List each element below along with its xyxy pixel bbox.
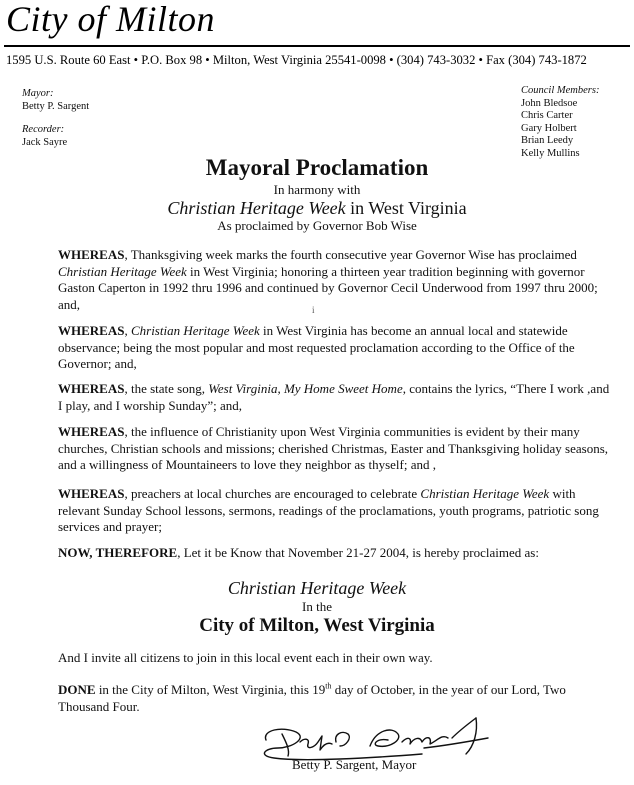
week-in-the: In the <box>302 599 332 614</box>
letterhead-rule <box>4 45 630 47</box>
mayor-name: Betty P. Sargent <box>22 100 90 112</box>
whereas-keyword: WHEREAS <box>58 424 125 439</box>
paragraph-italic: Christian Heritage Week <box>420 486 550 501</box>
whereas-keyword: WHEREAS <box>58 323 125 338</box>
paragraph-italic: Christian Heritage Week <box>130 323 260 338</box>
stray-mark: i <box>312 305 315 315</box>
council-block <box>521 85 599 160</box>
mayor-label: Mayor: <box>22 88 54 99</box>
paragraph-text: , Let it be Know that November 21-27 2004, is hereby proclaimed as: <box>177 545 539 560</box>
council-member: John Bledsoe <box>521 97 578 109</box>
whereas-keyword: WHEREAS <box>58 381 125 396</box>
whereas-keyword: WHEREAS <box>58 247 125 262</box>
paragraph-italic: Christian Heritage Week <box>58 263 187 279</box>
paragraph-text: , <box>124 323 131 338</box>
whereas-paragraph-3 <box>58 381 613 414</box>
week-city: City of Milton, West Virginia <box>199 615 435 636</box>
paragraph-text: , Thanksgiving week marks the fourth consecutive year Governor Wise has proclaimed <box>124 247 577 262</box>
paragraph-text: with relevant Sunday School lessons, sermons, readings of the proclamations, youth programs, patriotic song services and prayer; <box>58 486 599 534</box>
whereas-keyword: WHEREAS <box>58 486 125 501</box>
now-therefore-paragraph <box>58 545 613 562</box>
paragraph-text: in West Virginia has become an annual local and statewide observance; being the most popular and most requested proclamation according to the Office of the Governor; and, <box>58 323 575 371</box>
whereas-paragraph-5 <box>58 486 613 536</box>
paragraph-text: in West Virginia; honoring a thirteen year tradition beginning with governor Gaston Caperton in 1992 thru 1996 and continued by Governor Cecil Underwood from 1997 thru 2000; and, <box>58 263 598 312</box>
done-paragraph <box>58 682 613 715</box>
recorder-block <box>22 124 67 149</box>
paragraph-italic: West Virginia, My Home Sweet Home <box>208 381 403 396</box>
whereas-paragraph-4 <box>58 424 613 474</box>
invite-paragraph: And I invite all citizens to join in this local event each in their own way. <box>58 650 433 665</box>
council-member: Chris Carter <box>521 110 573 121</box>
mayor-block <box>22 88 89 113</box>
whereas-paragraph-1 <box>58 247 613 313</box>
paragraph-text: , preachers at local churches are encouraged to celebrate <box>124 486 421 501</box>
council-member: Brian Leedy <box>521 135 574 146</box>
week-title: Christian Heritage Week <box>227 578 407 598</box>
paragraph-text: , the influence of Christianity upon West Virginia communities is evident by their many churches, Christian schools and missions; cherished Christmas, Easter and Thanksgiving holiday seasons, and a willingness of Mountaineers to love they neighbor as thyself; and , <box>58 424 609 472</box>
proclamation-subtitle-1: In harmony with <box>273 182 361 197</box>
signature-name: Betty P. Sargent, Mayor <box>292 757 417 772</box>
ordinal-suffix: th <box>325 681 332 691</box>
subtitle-rest: in West Virginia <box>345 198 467 218</box>
paragraph-text: in the City of Milton, West Virginia, this 19 <box>95 682 326 697</box>
letterhead-address: 1595 U.S. Route 60 East • P.O. Box 98 • Milton, West Virginia 25541-0098 • (304) 743-3032 • Fax (304) 743-1872 <box>6 53 587 67</box>
now-therefore-keyword: NOW, THEREFORE <box>58 545 178 560</box>
council-label: Council Members: <box>521 85 600 96</box>
paragraph-text: day of October, in the year of our Lord, Two Thousand Four. <box>58 682 566 714</box>
council-list <box>521 98 599 161</box>
recorder-label: Recorder: <box>22 124 65 135</box>
paragraph-text: , contains the lyrics, “There I work ,and I play, and I worship Sunday”; and, <box>58 381 610 413</box>
whereas-paragraph-2 <box>58 323 613 373</box>
paragraph-text: , the state song, <box>124 381 209 396</box>
proclamation-title: Mayoral Proclamation <box>205 155 429 180</box>
council-member: Gary Holbert <box>521 122 577 134</box>
recorder-name: Jack Sayre <box>22 136 68 148</box>
proclamation-subtitle-3: As proclaimed by Governor Bob Wise <box>217 218 417 233</box>
heritage-week-italic: Christian Heritage Week <box>167 198 346 218</box>
letterhead-title: City of Milton <box>6 0 215 39</box>
council-member: Kelly Mullins <box>521 147 580 159</box>
done-keyword: DONE <box>58 682 96 697</box>
proclamation-subtitle-2 <box>0 197 634 219</box>
